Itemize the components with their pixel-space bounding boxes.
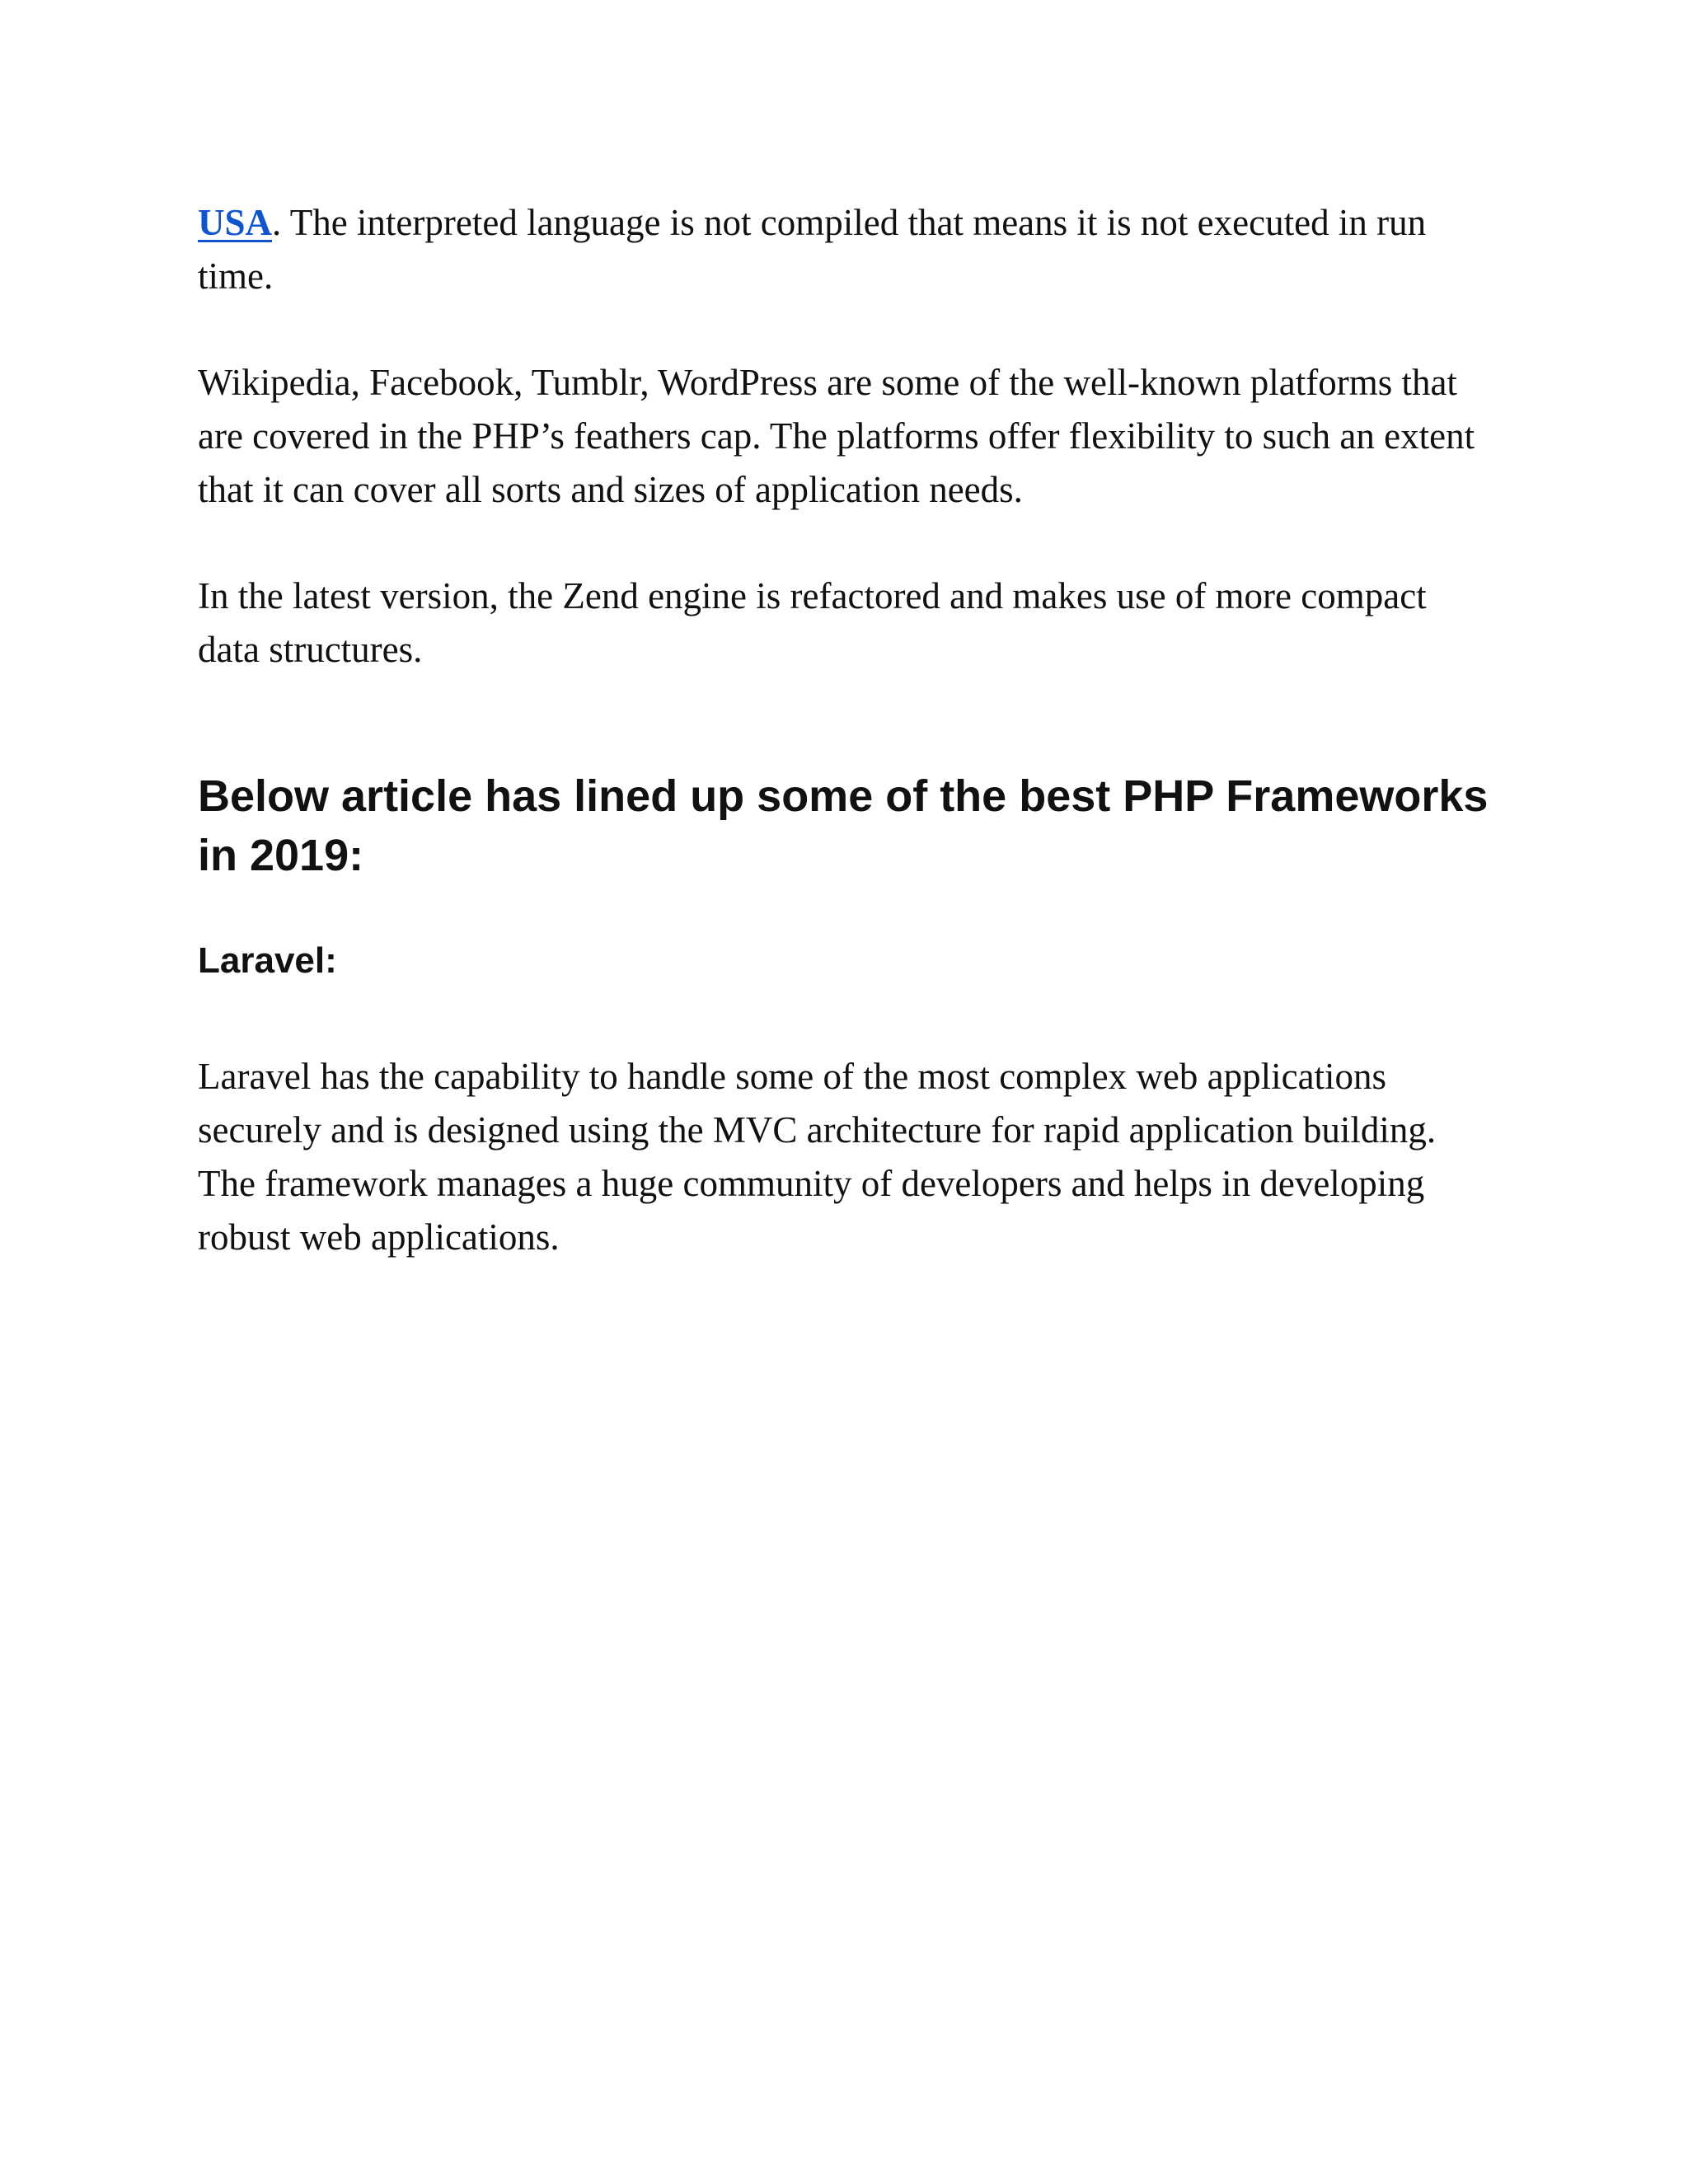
paragraph-platforms: Wikipedia, Facebook, Tumblr, WordPress are some of the well-known platforms that are covered in the PHP’s feathers cap. The platforms offer flexibility to such an extent that it can cover all sorts and sizes of application needs. — [198, 362, 1475, 510]
paragraph-laravel: Laravel has the capability to handle some of the most complex web applications securely and is designed using the MVC architecture for rapid application building. The framework manages a huge community of developers and helps in developing robust web applications. — [198, 1056, 1437, 1258]
paragraph-usa-text: . The interpreted language is not compiled that means it is not executed in run time. — [198, 202, 1427, 297]
subheading-laravel: Laravel: — [198, 940, 337, 981]
usa-link[interactable]: USA — [198, 202, 273, 243]
paragraph-zend-engine: In the latest version, the Zend engine is refactored and makes use of more compact data structures. — [198, 575, 1427, 670]
document-body — [198, 196, 1490, 1264]
paragraph-usa-interpreted — [198, 196, 1490, 303]
section-heading-frameworks: Below article has lined up some of the best PHP Frameworks in 2019: — [198, 771, 1489, 880]
